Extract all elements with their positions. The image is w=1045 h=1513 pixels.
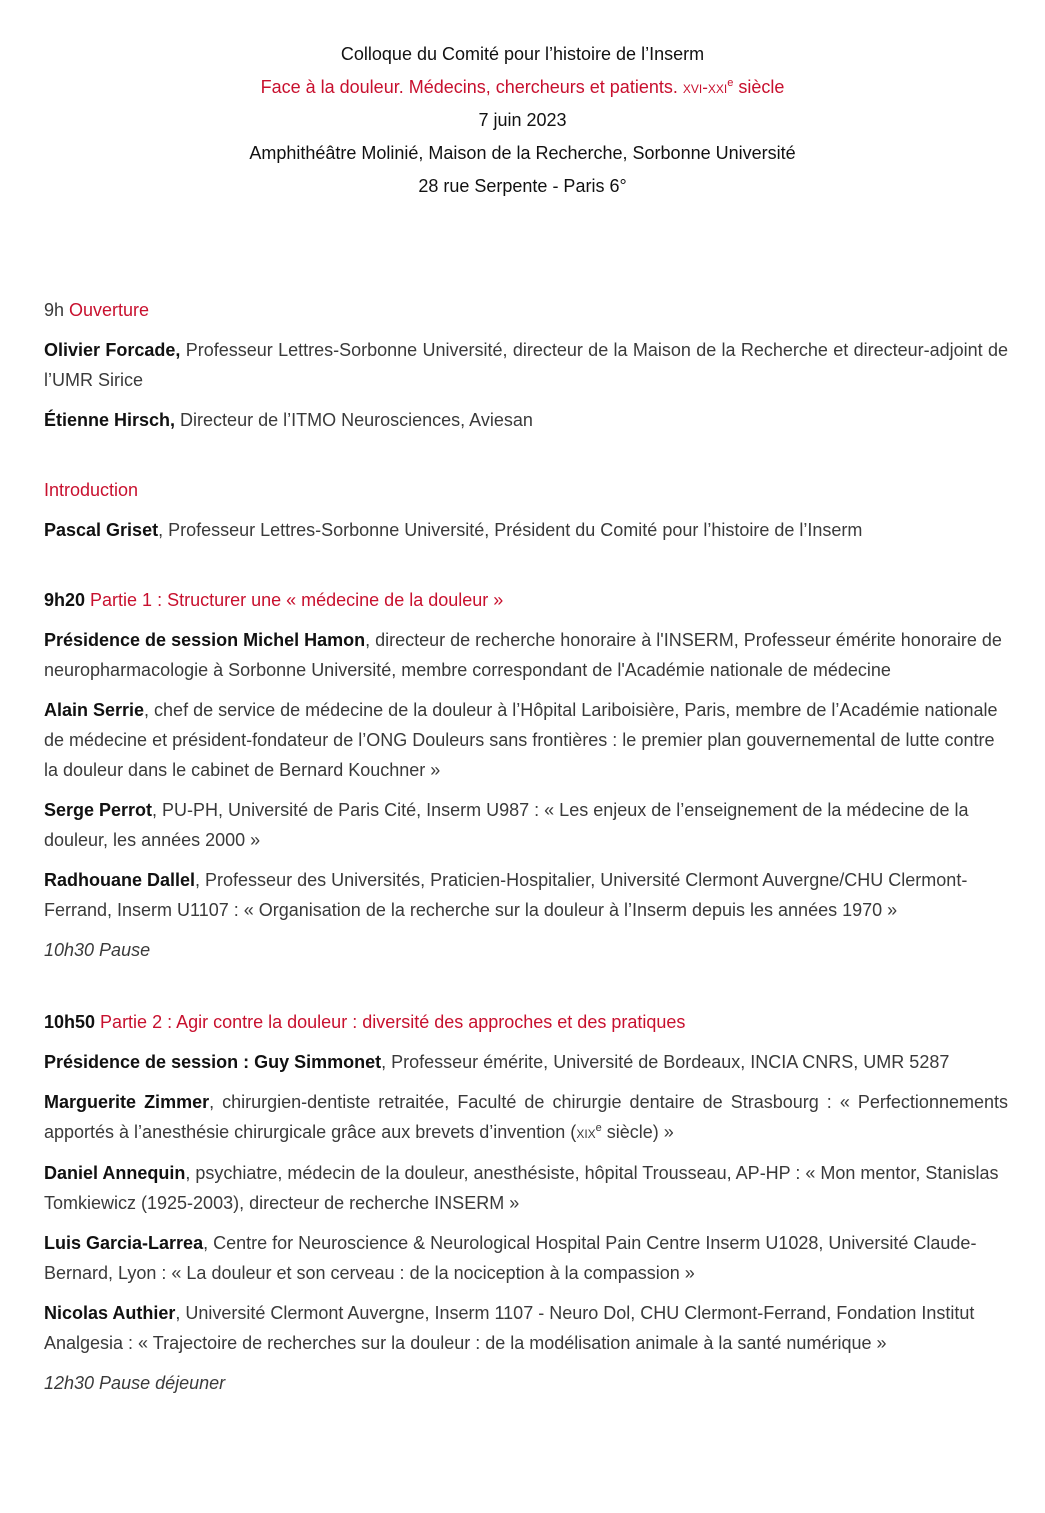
pause-label: 10h30 Pause [44, 940, 151, 960]
section-heading-part1: 9h20 Partie 1 : Structurer une « médecine de la douleur » [44, 590, 504, 610]
speaker-entry: Radhouane Dallel, Professeur des Universités, Praticien-Hospitalier, Université Clermont Auvergne/CHU Clermont-Ferrand, Inserm U1107 : « Organisation de la recherche sur la douleur à l’Inserm depuis les années 1970 » [44, 870, 968, 920]
speaker-entry: Olivier Forcade, Professeur Lettres-Sorbonne Université, directeur de la Maison de la Recherche et directeur-adjoint de l’UMR Sirice [44, 340, 1008, 390]
section-heading-part2: 10h50 Partie 2 : Agir contre la douleur : diversité des approches et des pratiques [44, 1012, 686, 1032]
session-chair: Présidence de session : Guy Simmonet, Professeur émérite, Université de Bordeaux, INCIA CNRS, UMR 5287 [44, 1052, 950, 1072]
colloquium-subtitle: Face à la douleur. Médecins, chercheurs et patients. xvi-xxi$^e$ siècle [260, 77, 785, 97]
event-address: 28 rue Serpente - Paris 6° [418, 176, 627, 196]
speaker-entry: Alain Serrie, chef de service de médecine de la douleur à l’Hôpital Lariboisière, Paris, membre de l’Académie nationale de médecine et président-fondateur de l’ONG Douleurs sans frontières : le premier plan gouvernemental de lutte contre la douleur dans le cabinet de Bernard Kouchner » [44, 700, 998, 780]
section-heading-introduction: Introduction [44, 480, 139, 500]
event-venue: Amphithéâtre Molinié, Maison de la Recherche, Sorbonne Université [249, 143, 796, 163]
speaker-entry: Marguerite Zimmer, chirurgien-dentiste retraitée, Faculté de chirurgie dentaire de Strasbourg : « Perfectionnements apportés à l’anesthésie chirurgicale grâce aux brevets d’invention (xix$^e$ siècle) » [44, 1092, 1008, 1142]
speaker-entry: Luis Garcia-Larrea, Centre for Neuroscience & Neurological Hospital Pain Centre Inserm U1028, Université Claude-Bernard, Lyon : « La douleur et son cerveau : de la nociception à la compassion » [44, 1233, 977, 1283]
programme-content [44, 295, 1008, 1398]
speaker-entry: Étienne Hirsch, Directeur de l’ITMO Neurosciences, Aviesan [44, 410, 533, 430]
pause-label: 12h30 Pause déjeuner [44, 1373, 226, 1393]
speaker-entry: Daniel Annequin, psychiatre, médecin de la douleur, anesthésiste, hôpital Trousseau, AP-HP : « Mon mentor, Stanislas Tomkiewicz (1925-2003), directeur de recherche INSERM » [44, 1163, 999, 1213]
section-heading-opening: 9h Ouverture [44, 300, 150, 320]
document-header [0, 38, 1045, 203]
colloquium-title: Colloque du Comité pour l’histoire de l’Inserm [340, 44, 705, 64]
event-date: 7 juin 2023 [478, 110, 567, 130]
speaker-entry: Nicolas Authier, Université Clermont Auvergne, Inserm 1107 - Neuro Dol, CHU Clermont-Ferrand, Fondation Institut Analgesia : « Trajectoire de recherches sur la douleur : de la modélisation animale à la santé numérique » [44, 1303, 975, 1353]
speaker-entry: Pascal Griset, Professeur Lettres-Sorbonne Université, Président du Comité pour l’histoire de l’Inserm [44, 520, 863, 540]
session-chair: Présidence de session Michel Hamon, directeur de recherche honoraire à l'INSERM, Professeur émérite honoraire de neuropharmacologie à Sorbonne Université, membre correspondant de l'Académie nationale de médecine [44, 630, 1002, 680]
speaker-entry: Serge Perrot, PU-PH, Université de Paris Cité, Inserm U987 : « Les enjeux de l’enseignement de la médecine de la douleur, les années 2000 » [44, 800, 969, 850]
